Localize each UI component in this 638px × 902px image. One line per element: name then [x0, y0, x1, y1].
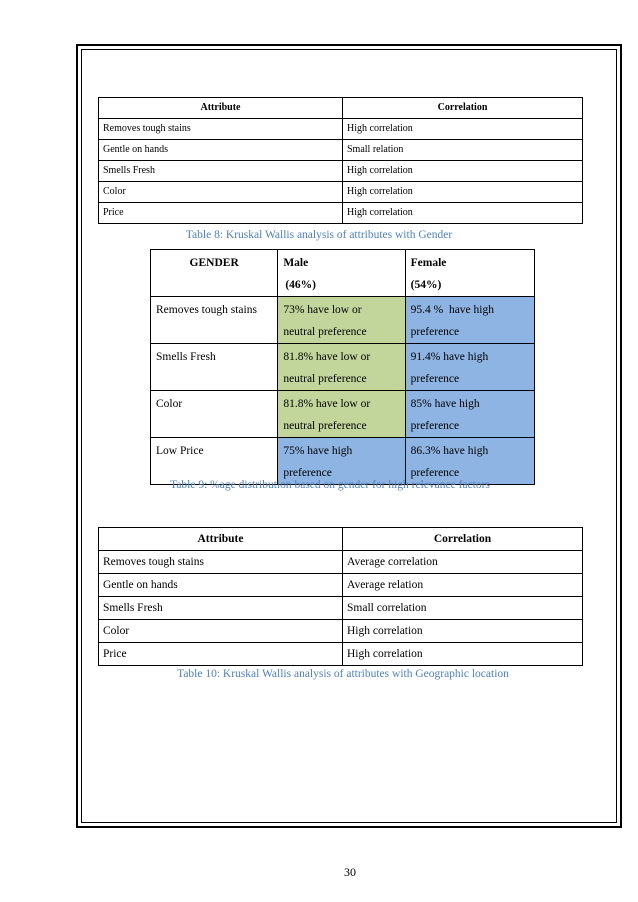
- table-row: [151, 344, 535, 391]
- column-header-female: [405, 250, 534, 297]
- male-cell-line-1: 73% have low or: [283, 304, 362, 316]
- correlation-cell: High correlation: [343, 643, 583, 666]
- correlation-cell: High correlation: [343, 620, 583, 643]
- table-row: [151, 391, 535, 438]
- male-cell: [278, 297, 405, 344]
- table-row: [99, 161, 583, 182]
- table-9-gender-distribution: [150, 249, 535, 485]
- female-cell-line-1: 91.4% have high: [410, 351, 489, 363]
- correlation-cell: High correlation: [343, 203, 583, 224]
- male-cell: [278, 344, 405, 391]
- table-row: [99, 597, 583, 620]
- column-header-attribute: Attribute: [99, 98, 343, 119]
- gender-label: GENDER: [189, 257, 239, 269]
- attribute-cell: Smells Fresh: [99, 597, 343, 620]
- correlation-cell: Average correlation: [343, 551, 583, 574]
- column-header-attribute: Attribute: [99, 528, 343, 551]
- attribute-cell: Color: [99, 620, 343, 643]
- column-header-gender: [151, 250, 278, 297]
- male-cell-line-1: 75% have high: [283, 445, 353, 457]
- attribute-cell: Gentle on hands: [99, 140, 343, 161]
- correlation-cell: High correlation: [343, 161, 583, 182]
- table-header-row: [99, 98, 583, 119]
- correlation-cell: Average relation: [343, 574, 583, 597]
- male-cell-line-2: neutral preference: [283, 373, 367, 385]
- female-cell: [405, 391, 534, 438]
- male-label: Male: [283, 257, 309, 269]
- female-cell-line-1: 95.4 % have high: [410, 304, 494, 316]
- correlation-cell: Small relation: [343, 140, 583, 161]
- column-header-correlation: Correlation: [343, 528, 583, 551]
- female-cell-line-1: 86.3% have high: [410, 445, 489, 457]
- attribute-cell: Price: [99, 643, 343, 666]
- male-cell-line-1: 81.8% have low or: [283, 398, 371, 410]
- table-8-caption: Table 8: Kruskal Wallis analysis of attributes with Gender: [185, 229, 453, 241]
- factor-cell: Color: [151, 391, 278, 438]
- female-cell: [405, 297, 534, 344]
- table-row: [99, 140, 583, 161]
- attribute-cell: Price: [99, 203, 343, 224]
- male-cell: [278, 438, 405, 485]
- attribute-cell: Color: [99, 182, 343, 203]
- female-cell-line-1: 85% have high: [410, 398, 480, 410]
- table-row: [99, 620, 583, 643]
- column-header-correlation: Correlation: [343, 98, 583, 119]
- attribute-cell: Gentle on hands: [99, 574, 343, 597]
- correlation-cell: High correlation: [343, 119, 583, 140]
- male-cell-line-2: preference: [283, 467, 332, 479]
- table-header-row: [99, 528, 583, 551]
- factor-cell: Removes tough stains: [151, 297, 278, 344]
- table-row: [151, 297, 535, 344]
- page-number: 30: [344, 865, 356, 879]
- correlation-cell: High correlation: [343, 182, 583, 203]
- female-cell: [405, 344, 534, 391]
- correlation-cell: Small correlation: [343, 597, 583, 620]
- factor-cell: Smells Fresh: [151, 344, 278, 391]
- female-percentage: (54%): [410, 279, 442, 291]
- table-9-caption: Table 9: %age distribution based on gender for high relevance factors: [170, 479, 490, 491]
- male-percentage: (46%): [285, 279, 316, 291]
- female-cell: [405, 438, 534, 485]
- table-row: [99, 203, 583, 224]
- table-row: [99, 551, 583, 574]
- table-header-row: [151, 250, 535, 297]
- column-header-male: [278, 250, 405, 297]
- attribute-cell: Removes tough stains: [99, 551, 343, 574]
- table-row: [99, 182, 583, 203]
- female-label: Female: [410, 257, 447, 269]
- female-cell-line-2: preference: [410, 467, 460, 479]
- table-8-gender-correlation: [98, 97, 583, 224]
- male-cell: [278, 391, 405, 438]
- attribute-cell: Removes tough stains: [99, 119, 343, 140]
- male-cell-line-2: neutral preference: [283, 326, 367, 338]
- female-cell-line-2: preference: [410, 326, 460, 338]
- table-row: [99, 119, 583, 140]
- table-10-caption: Table 10: Kruskal Wallis analysis of attributes with Geographic location: [177, 668, 509, 680]
- attribute-cell: Smells Fresh: [99, 161, 343, 182]
- female-cell-line-2: preference: [410, 373, 460, 385]
- factor-cell: Low Price: [151, 438, 278, 485]
- table-row: [151, 438, 535, 485]
- male-cell-line-1: 81.8% have low or: [283, 351, 371, 363]
- female-cell-line-2: preference: [410, 420, 460, 432]
- table-row: [99, 643, 583, 666]
- male-cell-line-2: neutral preference: [283, 420, 367, 432]
- table-10-geographic-correlation: [98, 527, 583, 666]
- table-row: [99, 574, 583, 597]
